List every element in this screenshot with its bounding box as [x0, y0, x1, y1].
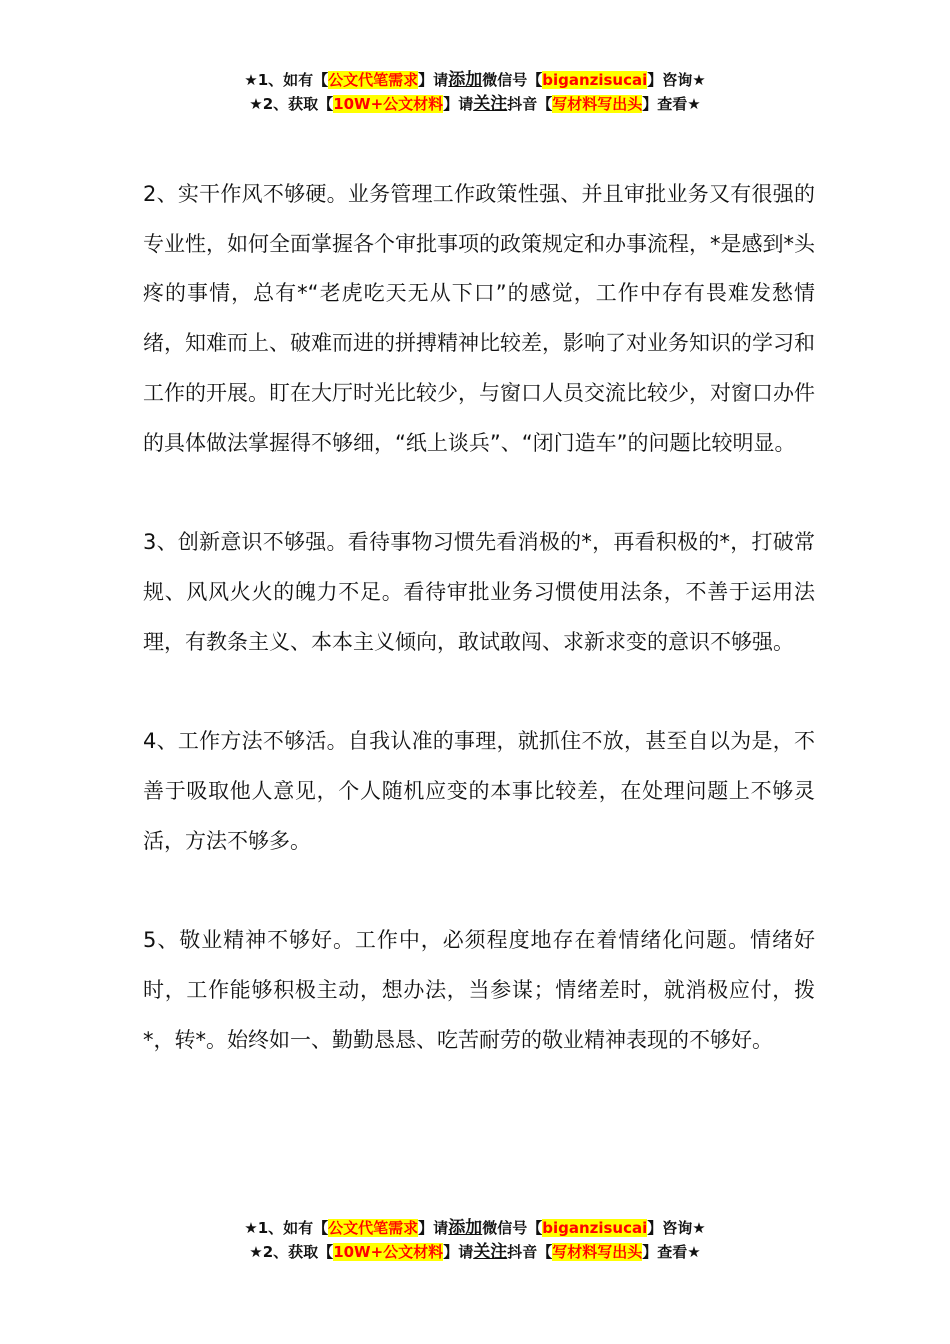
banner-text: 2、获取【 [262, 95, 334, 113]
star-icon: ★ [244, 1219, 258, 1237]
paragraph-3 [143, 518, 815, 667]
banner-highlight: biganzisucai [542, 71, 648, 89]
banner-highlight: 10W+公文材料 [333, 95, 444, 113]
star-icon: ★ [692, 1219, 706, 1237]
header-banner [0, 68, 950, 116]
banner-text: 1、如有【 [257, 71, 329, 89]
document-body [143, 170, 815, 1116]
banner-text: 微信号【 [482, 1219, 543, 1237]
footer-banner [0, 1216, 950, 1264]
banner-text: 】请 [443, 95, 474, 113]
star-icon: ★ [687, 1243, 701, 1261]
banner-highlight: 写材料写出头 [552, 1243, 643, 1261]
star-icon: ★ [244, 71, 258, 89]
banner-text: 】查看 [642, 1243, 688, 1261]
banner-text: 】请 [443, 1243, 474, 1261]
banner-highlight: biganzisucai [542, 1219, 648, 1237]
paragraph-4 [143, 717, 815, 866]
banner-text: 】咨询 [647, 1219, 693, 1237]
banner-text: 】请 [418, 71, 449, 89]
star-icon: ★ [249, 95, 263, 113]
banner-highlight: 公文代笔需求 [328, 71, 419, 89]
banner-text: 】咨询 [647, 71, 693, 89]
paragraph-2 [143, 170, 815, 468]
banner-text: 抖音【 [507, 1243, 553, 1261]
banner-text: 1、如有【 [257, 1219, 329, 1237]
banner-emphasis: 添加 [448, 1218, 483, 1238]
banner-highlight: 10W+公文材料 [333, 1243, 444, 1261]
banner-emphasis: 添加 [448, 70, 483, 90]
paragraph-text: 3、创新意识不够强。看待事物习惯先看消极的*，再看积极的*，打破常规、风风火火的魄力不足。看待审批业务习惯使用法条，不善于运用法理，有教条主义、本本主义倾向，敢试敢闯、求新求变的意识不够强。 [143, 530, 815, 654]
banner-text: 】请 [418, 1219, 449, 1237]
footer-banner-line-1 [0, 1216, 950, 1240]
paragraph-text: 2、实干作风不够硬。业务管理工作政策性强、并且审批业务又有很强的专业性，如何全面掌握各个审批事项的政策规定和办事流程，*是感到*头疼的事情，总有*“老虎吃天无从下口”的感觉，工作中存有畏难发愁情绪，知难而上、破难而进的拼搏精神比较差，影响了对业务知识的学习和工作的开展。盯在大厅时光比较少，与窗口人员交流比较少，对窗口办件的具体做法掌握得不够细，“纸上谈兵”、“闭门造车”的问题比较明显。 [143, 182, 815, 455]
paragraph-text: 5、敬业精神不够好。工作中，必须程度地存在着情绪化问题。情绪好时，工作能够积极主动，想办法，当参谋；情绪差时，就消极应付，拨*，转*。始终如一、勤勤恳恳、吃苦耐劳的敬业精神表现的不够好。 [143, 928, 815, 1052]
banner-emphasis: 关注 [473, 1242, 508, 1262]
banner-text: 抖音【 [507, 95, 553, 113]
header-banner-line-2 [0, 92, 950, 116]
header-banner-line-1 [0, 68, 950, 92]
star-icon: ★ [687, 95, 701, 113]
banner-text: 】查看 [642, 95, 688, 113]
banner-highlight: 写材料写出头 [552, 95, 643, 113]
footer-banner-line-2 [0, 1240, 950, 1264]
star-icon: ★ [692, 71, 706, 89]
banner-text: 微信号【 [482, 71, 543, 89]
banner-text: 2、获取【 [262, 1243, 334, 1261]
banner-emphasis: 关注 [473, 94, 508, 114]
star-icon: ★ [249, 1243, 263, 1261]
banner-highlight: 公文代笔需求 [328, 1219, 419, 1237]
paragraph-5 [143, 916, 815, 1065]
paragraph-text: 4、工作方法不够活。自我认准的事理，就抓住不放，甚至自以为是，不善于吸取他人意见，个人随机应变的本事比较差，在处理问题上不够灵活，方法不够多。 [143, 729, 815, 853]
